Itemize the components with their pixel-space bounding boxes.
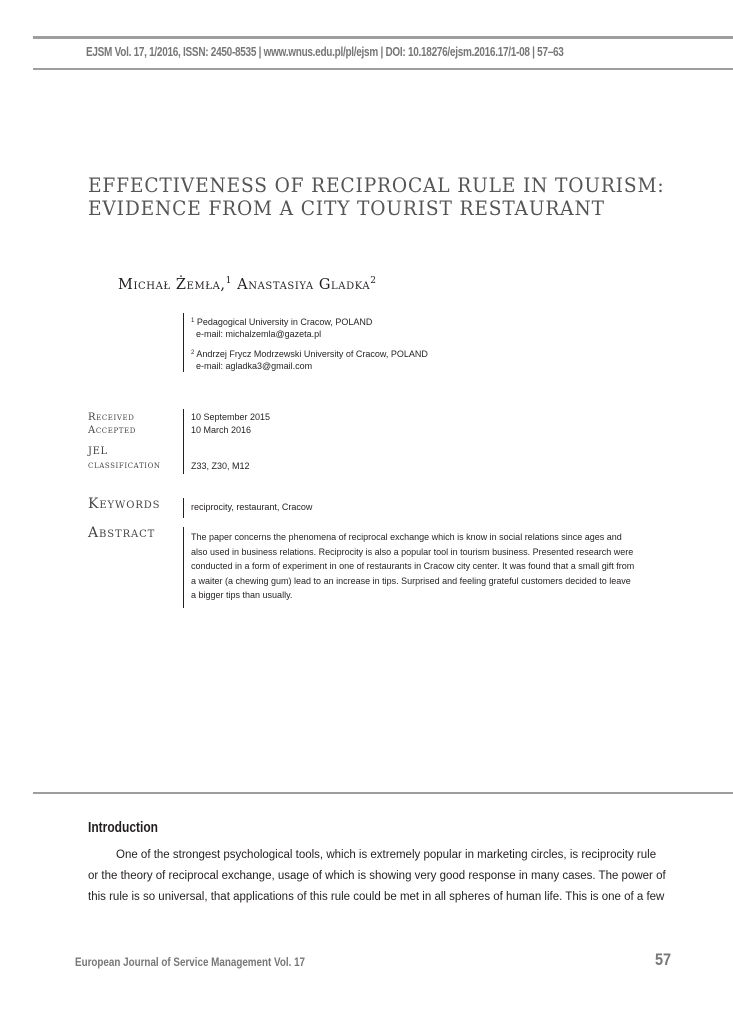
author-list <box>118 276 377 293</box>
dates-divider <box>183 409 184 474</box>
affiliation-2 <box>191 347 428 372</box>
abstract-line: conducted in a form of experiment in one of restaurants in Cracow city center. It was found that a small gift from <box>191 561 635 571</box>
accepted-date: 10 March 2016 <box>191 425 252 435</box>
author-1-name: Michał Żemła, <box>118 277 226 293</box>
author-2-superscript: 2 <box>370 276 377 286</box>
page-number: 57 <box>655 950 672 969</box>
body-line: or the theory of reciprocal exchange, usage of which is showing very good response in many cases. The power of <box>88 870 666 882</box>
body-line: One of the strongest psychological tools, which is extremely popular in marketing circles, is reciprocity rule <box>116 849 657 861</box>
article-title-line-2: EVIDENCE FROM A CITY TOURIST RESTAURANT <box>88 196 605 220</box>
abstract-line: a bigger tips than usually. <box>191 590 293 600</box>
affiliation-2-email: e-mail: agladka3@gmail.com <box>196 361 313 371</box>
header-rule-bottom <box>33 68 733 70</box>
affiliation-2-institution: Andrzej Frycz Modrzewski University of Cracow, POLAND <box>196 349 428 359</box>
affiliation-2-sup: 2 <box>191 350 195 356</box>
article-title-line-1: EFFECTIVENESS OF RECIPROCAL RULE IN TOURISM: <box>88 173 665 197</box>
abstract-divider <box>183 527 184 608</box>
jel-label: JEL <box>88 446 108 457</box>
introduction-body <box>88 845 673 908</box>
article-title <box>88 174 665 220</box>
affiliation-1-institution: Pedagogical University in Cracow, POLAND <box>196 317 373 327</box>
received-label: Received <box>88 412 135 423</box>
affiliation-1-email: e-mail: michalzemla@gazeta.pl <box>196 329 322 339</box>
keywords-label: Keywords <box>88 496 161 512</box>
affiliation-divider <box>183 313 184 372</box>
abstract-line: also used in business relations. Reciprocity is also a popular tool in tourism business. Presented research were <box>191 546 634 557</box>
keywords-divider <box>183 498 184 518</box>
received-date: 10 September 2015 <box>191 412 271 422</box>
introduction-heading: Introduction <box>88 819 158 836</box>
keywords-value: reciprocity, restaurant, Cracow <box>191 502 313 512</box>
author-2-name: Anastasiya Gladka <box>231 277 371 293</box>
accepted-label: Accepted <box>88 425 136 436</box>
journal-citation-header: EJSM Vol. 17, 1/2016, ISSN: 2450-8535 | www.wnus.edu.pl/pl/ejsm | DOI: 10.18276/ejsm.2016.17/1-08 | 57–63 <box>86 45 564 59</box>
affiliation-1 <box>191 315 372 340</box>
author-1-superscript: 1 <box>225 276 232 286</box>
abstract-line: The paper concerns the phenomena of reciprocal exchange which is know in social relations since ages and <box>191 532 622 542</box>
header-rule-top <box>33 36 733 39</box>
section-rule <box>33 792 733 794</box>
footer-journal-name: European Journal of Service Management Vol. 17 <box>75 955 306 969</box>
affiliation-1-sup: 1 <box>191 318 195 324</box>
abstract-line: a waiter (a chewing gum) lead to an increase in tips. Surprised and feeling grateful customers decided to leave <box>191 575 631 586</box>
abstract-label: Abstract <box>88 525 156 541</box>
jel-codes: Z33, Z30, M12 <box>191 461 250 471</box>
body-line: this rule is so universal, that applications of this rule could be met in all spheres of human life. This is one of a few <box>88 891 665 903</box>
jel-classification-label: classification <box>88 460 161 471</box>
abstract-text <box>191 530 673 603</box>
